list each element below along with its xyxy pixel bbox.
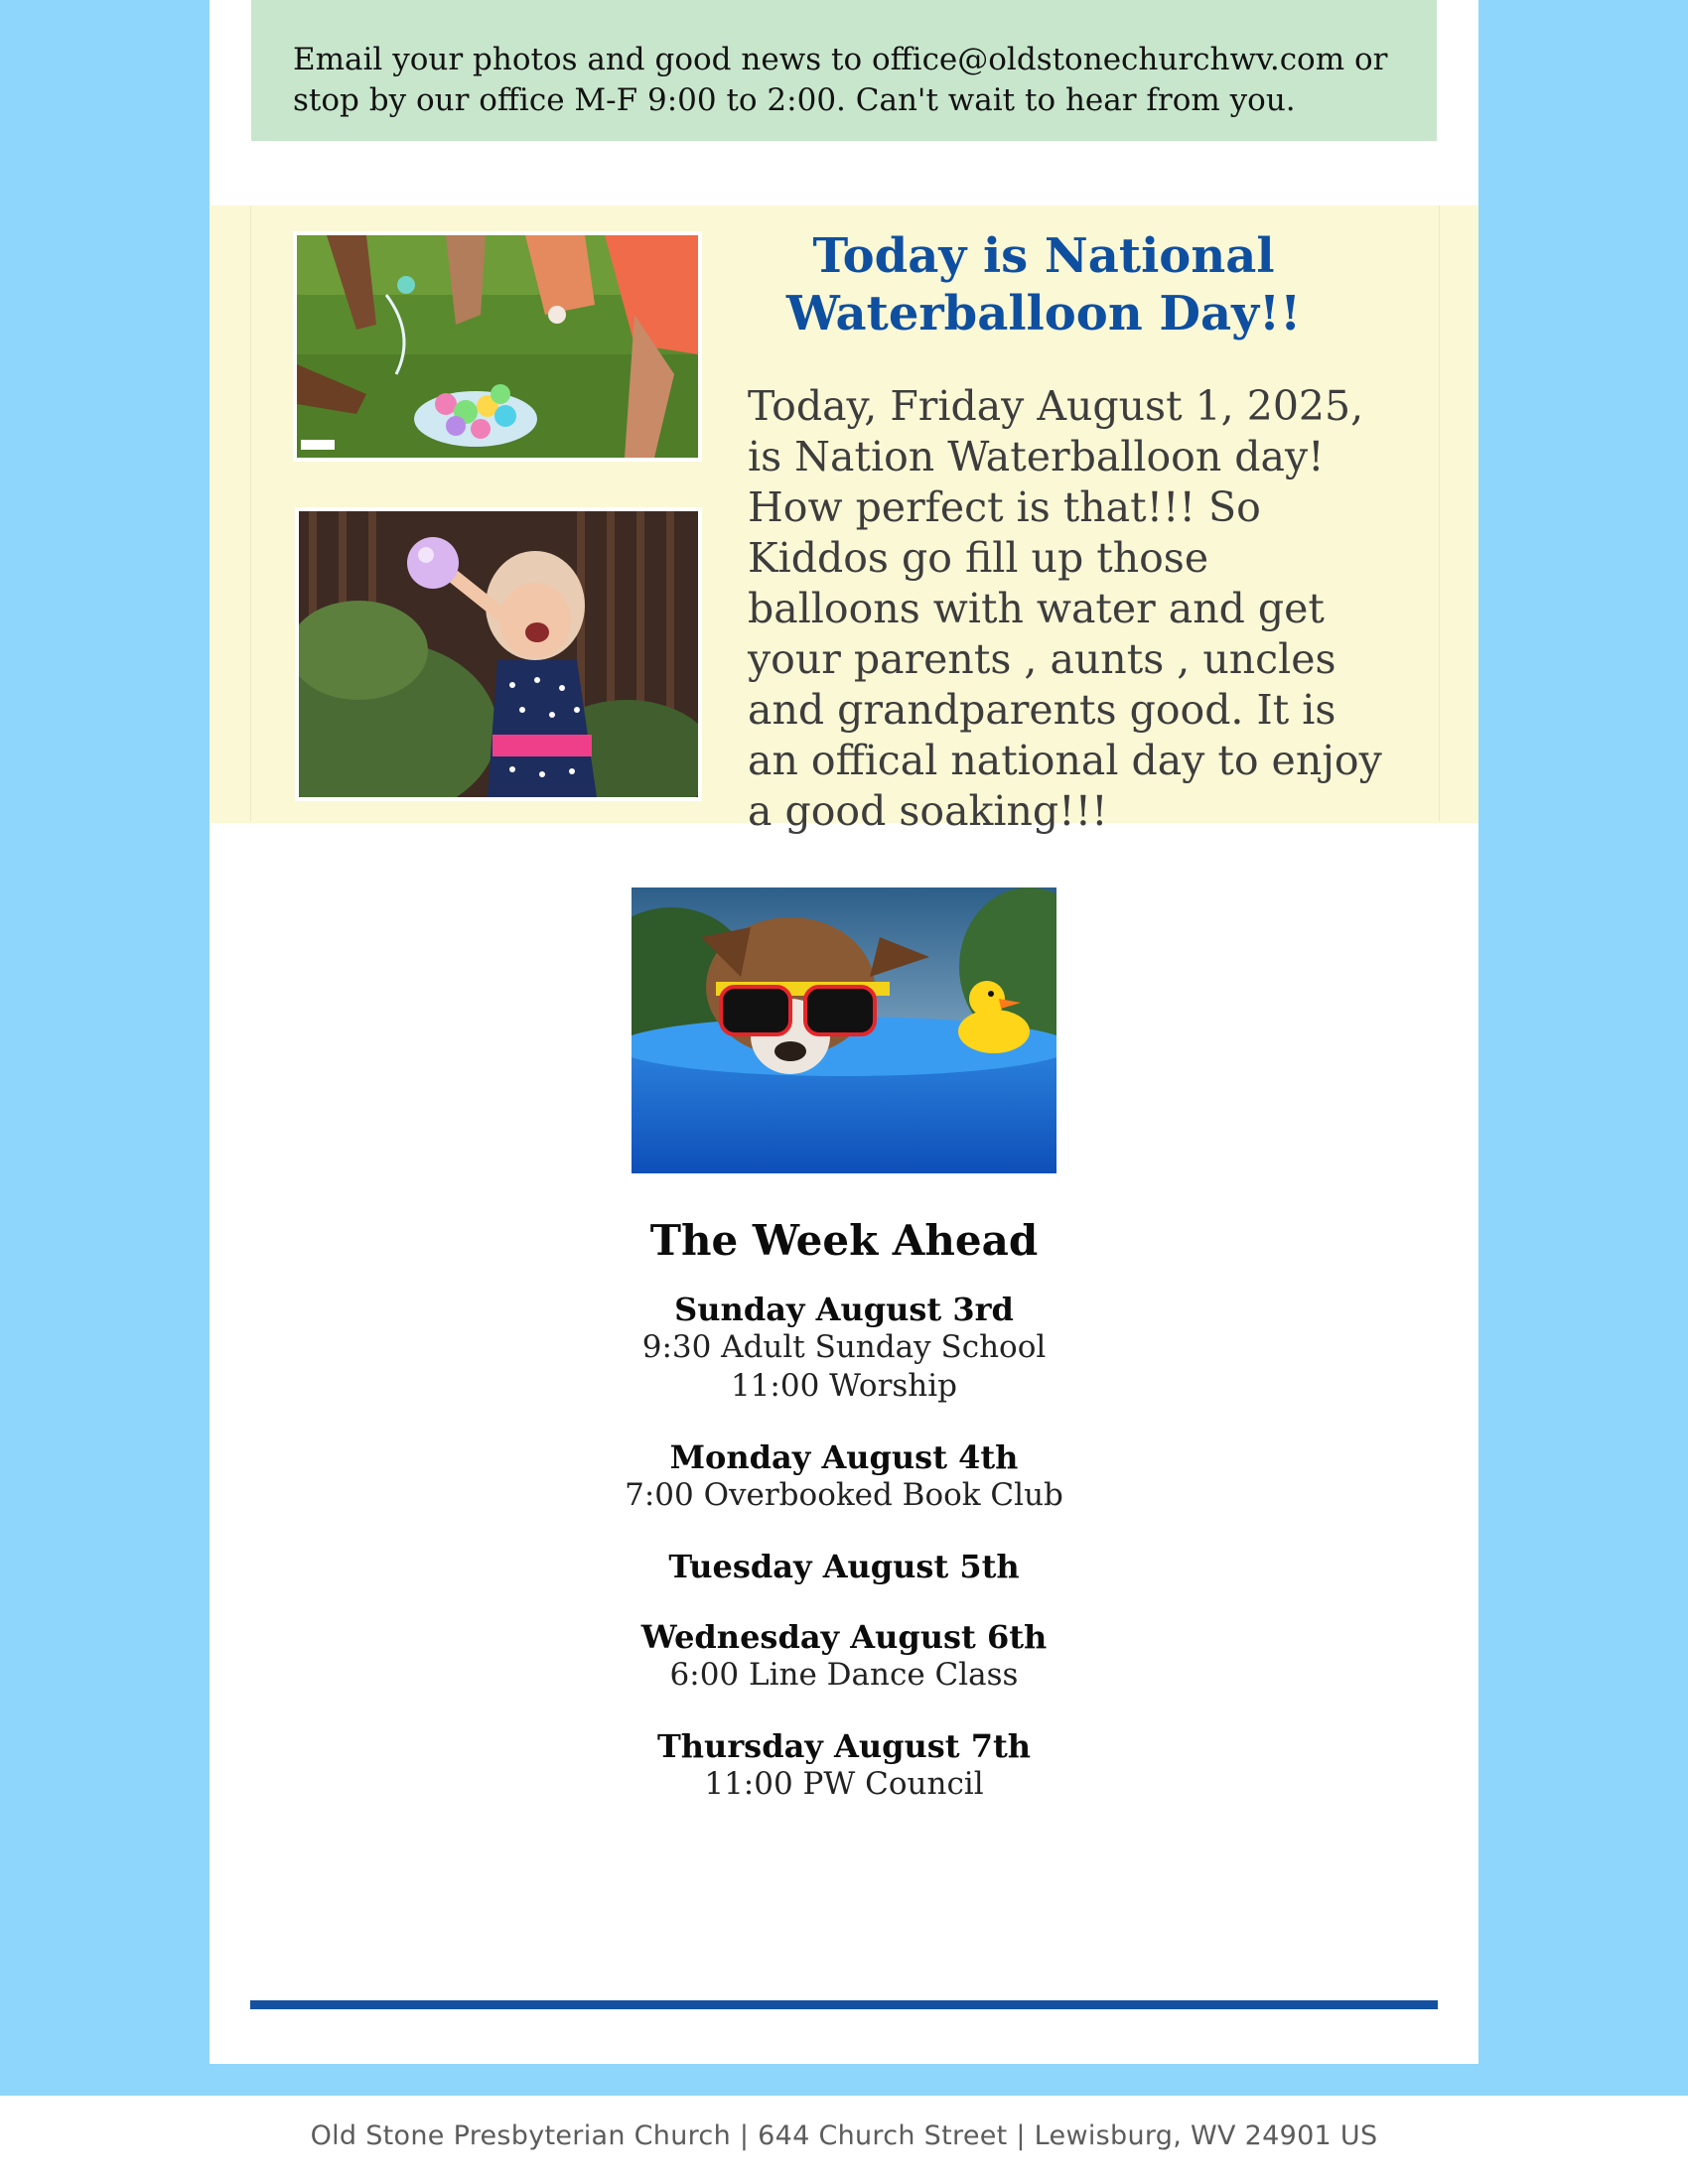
day-event: 7:00 Overbooked Book Club: [625, 1477, 1063, 1513]
week-ahead-title: The Week Ahead: [649, 1216, 1039, 1265]
footer: [0, 2096, 1688, 2184]
feature-title: Today is National Waterballoon Day!!: [785, 228, 1302, 341]
day-event: 6:00 Line Dance Class: [669, 1657, 1019, 1693]
day-name: Sunday August 3rd: [674, 1291, 1014, 1328]
contact-notice-text: Email your photos and good news to office@oldstonechurchwv.com or stop by our office M-F 9:00 to 2:00. Can't wait to hear from you.: [293, 42, 1388, 118]
section-divider: [250, 2000, 1438, 2009]
day-sunday: [546, 1291, 1142, 1406]
dog-sunglasses-pool-photo: [632, 887, 1056, 1173]
day-monday: [546, 1438, 1142, 1515]
day-event: 11:00 Worship: [730, 1368, 958, 1404]
day-event: 9:30 Adult Sunday School: [641, 1329, 1047, 1365]
footer-address: Old Stone Presbyterian Church | 644 Church Street | Lewisburg, WV 24901 US: [310, 2120, 1378, 2151]
day-wednesday: [546, 1618, 1142, 1695]
waterballoon-feature: [210, 205, 1478, 835]
week-ahead: [546, 1213, 1142, 1837]
day-name: Tuesday August 5th: [668, 1548, 1020, 1585]
day-name: Monday August 4th: [669, 1438, 1019, 1476]
feature-body: Today, Friday August 1, 2025, is Nation Waterballoon day! How perfect is that!!! So Kiddos go fill up those balloons with water and get your parents , aunts , uncles and grandparents good. It is an offical national day to enjoy a good soaking!!!: [748, 382, 1382, 835]
contact-notice: [251, 0, 1437, 141]
day-name: Thursday August 7th: [656, 1727, 1032, 1765]
day-event: 11:00 PW Council: [704, 1766, 984, 1802]
girl-waterballoon-photo: [295, 507, 702, 801]
day-tuesday: [546, 1548, 1142, 1585]
kids-waterballoons-photo: [293, 231, 702, 462]
day-thursday: [546, 1727, 1142, 1804]
newsletter-page: [210, 0, 1478, 2064]
day-name: Wednesday August 6th: [640, 1618, 1048, 1656]
